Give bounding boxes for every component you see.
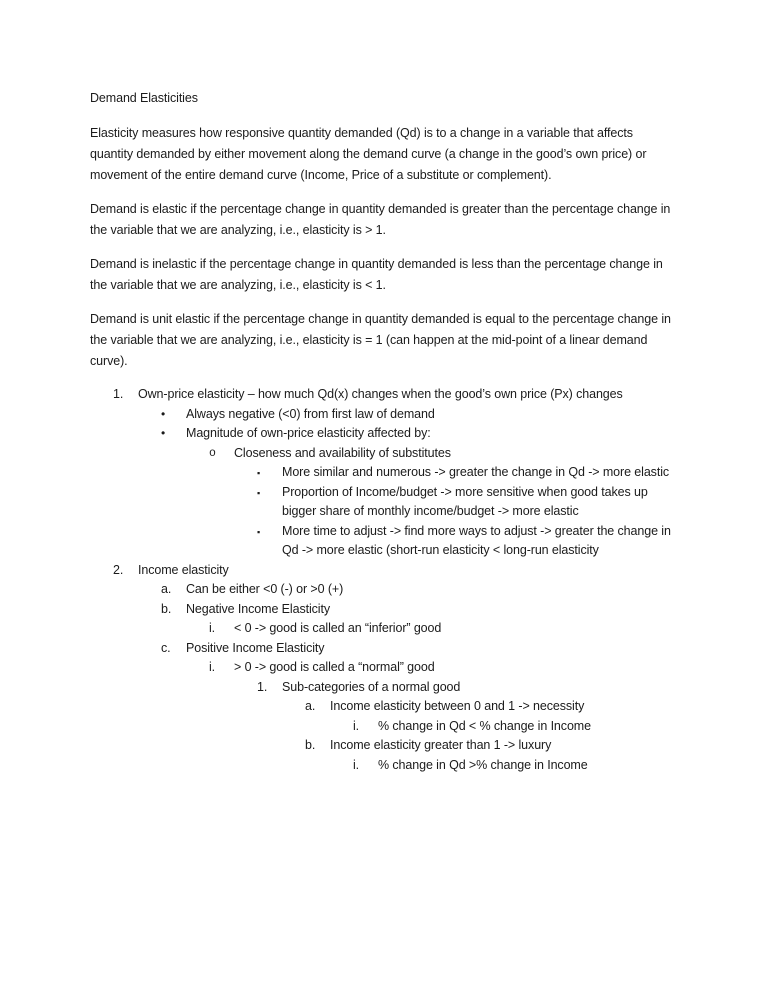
list-item-text: > 0 -> good is called a “normal” good	[234, 660, 435, 674]
list-item	[90, 405, 678, 425]
list-item	[90, 522, 678, 561]
list-item-text: Negative Income Elasticity	[186, 601, 330, 616]
list-item-text: Proportion of Income/budget -> more sensitive when good takes up bigger share of monthly income/budget -> more elastic	[282, 484, 648, 518]
list-item-text: Always negative (<0) from first law of demand	[186, 406, 435, 421]
list-item	[90, 463, 678, 483]
list-item	[90, 639, 678, 659]
list-marker: 1.	[113, 387, 124, 401]
list-item-text: Income elasticity between 0 and 1 -> necessity	[330, 699, 585, 713]
list-item	[90, 424, 678, 444]
list-item	[90, 483, 678, 522]
paragraph: Elasticity measures how responsive quantity demanded (Qd) is to a change in a variable that affects quantity demanded by either movement along the demand curve (a change in the good’s own price) or movement of the entire demand curve (Income, Price of a substitute or complement).	[90, 126, 647, 182]
list-item	[90, 717, 678, 737]
list-item-text: Own-price elasticity – how much Qd(x) changes when the good’s own price (Px) changes	[138, 387, 623, 401]
list-marker: a.	[161, 582, 172, 596]
list-item	[90, 385, 678, 405]
list-marker: 2.	[113, 562, 124, 577]
list-marker: i.	[209, 621, 216, 635]
square-bullet-icon: ▪	[257, 487, 261, 498]
list-item-text: Positive Income Elasticity	[186, 640, 325, 655]
list-item-text: < 0 -> good is called an “inferior” good	[234, 621, 442, 635]
list-marker: b.	[161, 601, 172, 616]
list-marker: 1.	[257, 679, 268, 694]
paragraph: Demand is unit elastic if the percentage change in quantity demanded is equal to the percentage change in the variable that we are analyzing, i.e., elasticity is = 1 (can happen at the mid-point of a linear demand curve).	[90, 312, 671, 368]
list-item	[90, 658, 678, 678]
list-item-text: Closeness and availability of substitutes	[234, 445, 451, 460]
square-bullet-icon: ▪	[257, 468, 261, 478]
list-item	[90, 619, 678, 639]
list-item-text: Can be either <0 (-) or >0 (+)	[186, 582, 344, 596]
list-item	[90, 756, 678, 776]
circle-bullet-icon: o	[209, 446, 216, 460]
list-item	[90, 600, 678, 620]
document-title: Demand Elasticities	[90, 91, 198, 105]
outline-list	[90, 385, 678, 775]
list-item-text: Income elasticity	[138, 562, 229, 577]
list-item	[90, 678, 678, 698]
list-item-text: % change in Qd >% change in Income	[378, 757, 588, 772]
list-item-text: More time to adjust -> find more ways to adjust -> greater the change in Qd -> more elastic (short-run elasticity < long-run elasticity	[282, 523, 671, 557]
list-item-text: % change in Qd < % change in Income	[378, 718, 591, 733]
list-item-text: Sub-categories of a normal good	[282, 679, 461, 694]
list-item	[90, 444, 678, 464]
list-marker: i.	[353, 718, 360, 733]
list-item-text: Income elasticity greater than 1 -> luxury	[330, 738, 552, 752]
list-marker: i.	[209, 660, 216, 674]
list-item	[90, 580, 678, 600]
list-item	[90, 561, 678, 581]
paragraph: Demand is elastic if the percentage change in quantity demanded is greater than the percentage change in the variable that we are analyzing, i.e., elasticity is > 1.	[90, 202, 671, 237]
square-bullet-icon: ▪	[257, 526, 261, 537]
bullet-icon: •	[161, 426, 166, 440]
list-marker: b.	[305, 738, 316, 752]
list-marker: a.	[305, 699, 316, 713]
paragraph: Demand is inelastic if the percentage change in quantity demanded is less than the percentage change in the variable that we are analyzing, i.e., elasticity is < 1.	[90, 257, 663, 292]
list-item-text: Magnitude of own-price elasticity affected by:	[186, 426, 431, 440]
list-marker: c.	[161, 640, 171, 655]
list-marker: i.	[353, 757, 360, 772]
list-item	[90, 736, 678, 756]
bullet-icon: •	[161, 406, 166, 421]
list-item-text: More similar and numerous -> greater the change in Qd -> more elastic	[282, 465, 670, 479]
list-item	[90, 697, 678, 717]
